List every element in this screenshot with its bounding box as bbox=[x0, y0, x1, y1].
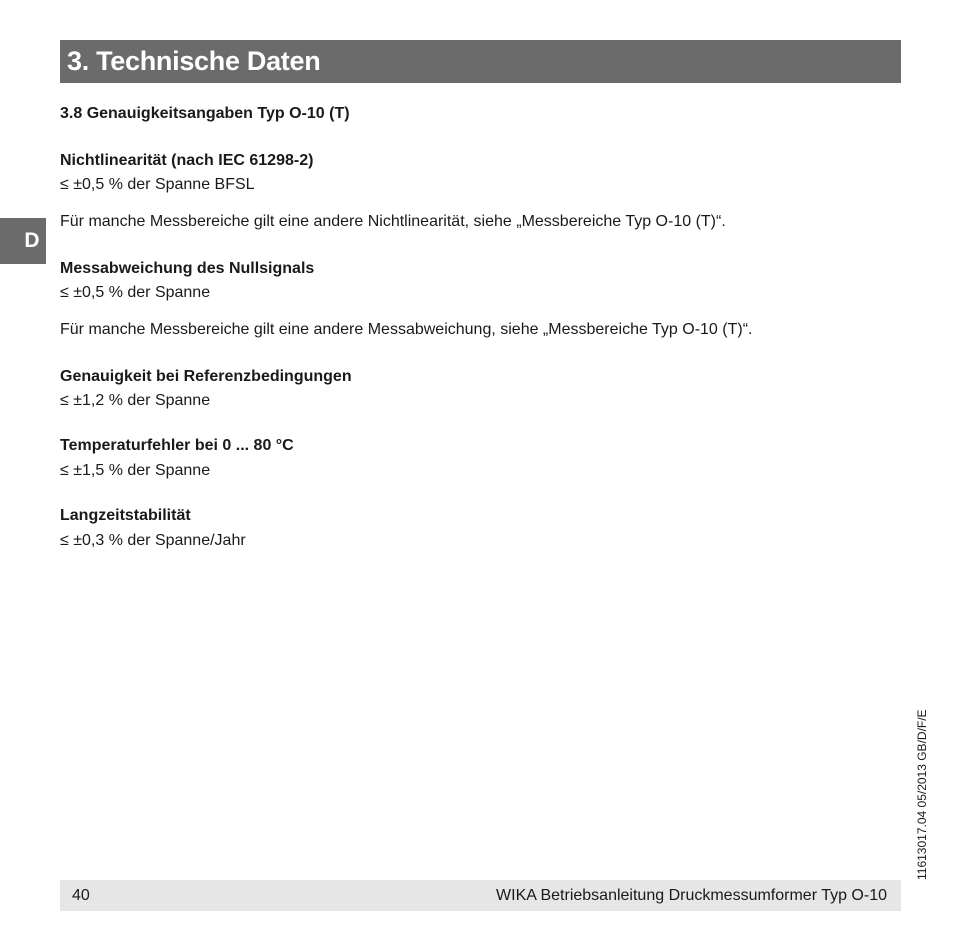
chapter-header bbox=[60, 40, 901, 83]
page-number: 40 bbox=[72, 887, 90, 904]
spec-value-temperature-error: ≤ ±1,5 % der Spanne bbox=[60, 462, 211, 479]
spec-value-nonlinearity: ≤ ±0,5 % der Spanne BFSL bbox=[60, 176, 255, 193]
language-tab-label: D bbox=[24, 229, 40, 252]
spec-heading-temperature-error: Temperaturfehler bei 0 ... 80 °C bbox=[60, 437, 294, 454]
document-code: 11613017.04 05/2013 GB/D/F/E bbox=[915, 709, 929, 880]
spec-heading-nonlinearity: Nichtlinearität (nach IEC 61298-2) bbox=[60, 152, 314, 169]
spec-value-zero-offset: ≤ ±0,5 % der Spanne bbox=[60, 284, 211, 301]
spec-note-zero-offset: Für manche Messbereiche gilt eine andere Messabweichung, siehe „Messbereiche Typ O-10 (T)“. bbox=[60, 321, 753, 338]
spec-value-reference-accuracy: ≤ ±1,2 % der Spanne bbox=[60, 392, 211, 409]
page-footer bbox=[60, 880, 901, 911]
section-title: 3.8 Genauigkeitsangaben Typ O-10 (T) bbox=[60, 105, 350, 122]
language-tab bbox=[0, 218, 46, 264]
footer-title: WIKA Betriebsanleitung Druckmessumformer Typ O-10 bbox=[496, 887, 887, 904]
chapter-title: 3. Technische Daten bbox=[67, 46, 321, 76]
spec-value-long-term-stability: ≤ ±0,3 % der Spanne/Jahr bbox=[60, 532, 246, 549]
spec-heading-reference-accuracy: Genauigkeit bei Referenzbedingungen bbox=[60, 368, 352, 385]
spec-note-nonlinearity: Für manche Messbereiche gilt eine andere Nichtlinearität, siehe „Messbereiche Typ O-10 (T)“. bbox=[60, 213, 726, 230]
spec-heading-long-term-stability: Langzeitstabilität bbox=[60, 507, 191, 524]
spec-heading-zero-offset: Messabweichung des Nullsignals bbox=[60, 260, 315, 277]
